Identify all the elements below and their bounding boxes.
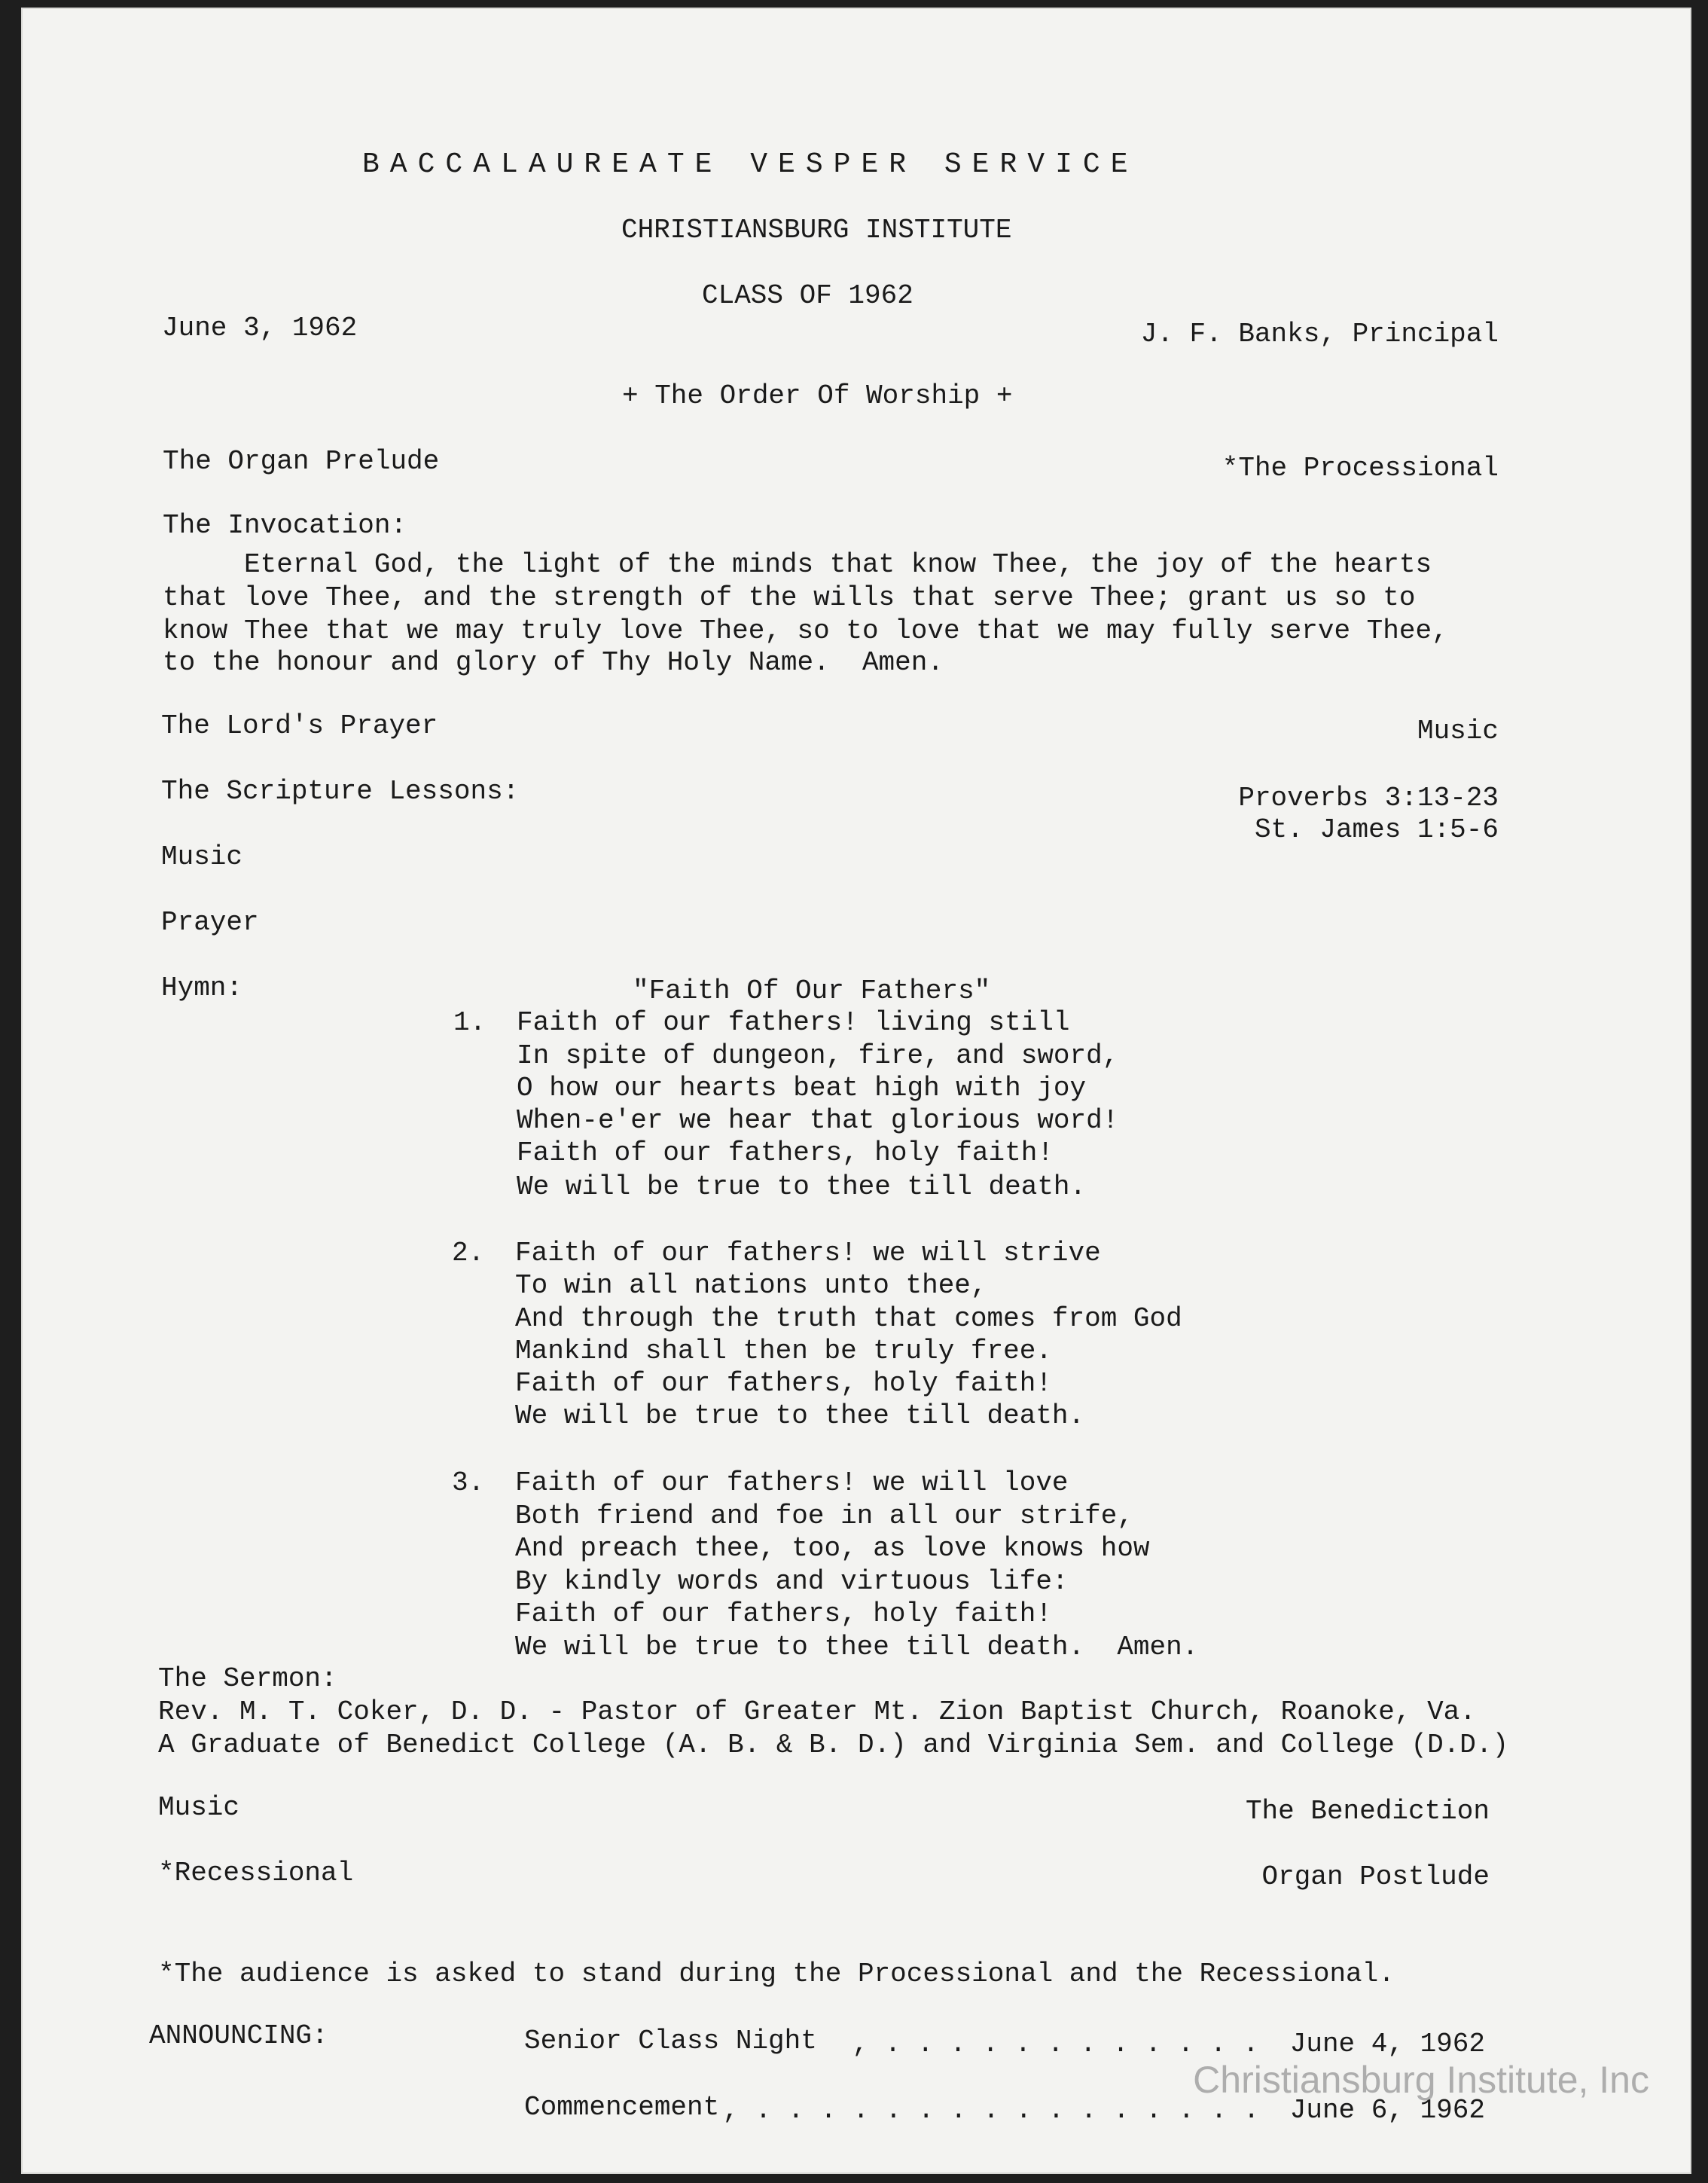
dot-leader: , . . . . . . . . . . . .	[836, 2029, 1259, 2059]
event-date: June 6, 1962	[1289, 2095, 1485, 2126]
service-date: June 3, 1962	[162, 313, 358, 343]
closing-music: Music	[158, 1792, 240, 1823]
scripture-reference: Proverbs 3:13-23	[1238, 783, 1499, 814]
event-date: June 4, 1962	[1289, 2029, 1485, 2059]
invocation-text-line: know Thee that we may truly love Thee, so to love that we may fully serve Thee,	[163, 615, 1448, 646]
verse-line: Both friend and foe in all our strife,	[515, 1501, 1133, 1531]
verse-number: 2.	[452, 1238, 485, 1269]
hymn-title: "Faith Of Our Fathers"	[633, 975, 991, 1006]
verse-line: To win all nations unto thee,	[515, 1270, 987, 1301]
dot-leader: , . . . . . . . . . . . . . . . .	[706, 2095, 1260, 2126]
institution-name: CHRISTIANSBURG INSTITUTE	[621, 215, 1012, 246]
sermon-label: The Sermon:	[158, 1663, 337, 1694]
invocation-text-line: to the honour and glory of Thy Holy Name. Amen.	[163, 647, 944, 678]
organ-postlude: Organ Postlude	[1261, 1861, 1490, 1892]
verse-number: 3.	[452, 1467, 485, 1498]
invocation-label: The Invocation:	[163, 510, 407, 541]
verse-line: Faith of our fathers! living still	[517, 1007, 1070, 1038]
scripture-label: The Scripture Lessons:	[161, 776, 520, 807]
verse-line: And through the truth that comes from God	[515, 1303, 1182, 1334]
verse-line: And preach thee, too, as love knows how	[515, 1533, 1150, 1564]
principal-name: J. F. Banks, Principal	[1140, 319, 1499, 350]
verse-line: Faith of our fathers! we will strive	[515, 1238, 1101, 1269]
invocation-text-line: that love Thee, and the strength of the wills that serve Thee; grant us so to	[163, 582, 1416, 613]
class-year: CLASS OF 1962	[702, 280, 913, 311]
scripture-reference: St. James 1:5-6	[1254, 814, 1499, 845]
order-of-worship-title: + The Order Of Worship +	[622, 380, 1013, 411]
verse-line: We will be true to thee till death.	[515, 1400, 1085, 1431]
verse-line: By kindly words and virtuous life:	[515, 1566, 1069, 1597]
verse-line: O how our hearts beat high with joy	[517, 1073, 1087, 1104]
prayer-item: Prayer	[161, 907, 259, 938]
hymn-label: Hymn:	[161, 972, 243, 1003]
sermon-preacher: Rev. M. T. Coker, D. D. - Pastor of Greater Mt. Zion Baptist Church, Roanoke, Va.	[158, 1696, 1476, 1727]
sermon-credentials: A Graduate of Benedict College (A. B. & B. D.) and Virginia Sem. and College (D.D.)	[158, 1730, 1509, 1760]
music-after-prayer: Music	[1417, 716, 1499, 746]
verse-line: We will be true to thee till death. Amen.	[515, 1632, 1199, 1662]
announcing-label: ANNOUNCING:	[149, 2020, 328, 2051]
event-name: Commencement	[524, 2092, 720, 2123]
verse-line: Faith of our fathers, holy faith!	[517, 1137, 1054, 1168]
verse-line: Faith of our fathers, holy faith!	[515, 1598, 1052, 1629]
verse-number: 1.	[453, 1007, 486, 1038]
verse-line: Faith of our fathers, holy faith!	[515, 1368, 1052, 1399]
audience-note: *The audience is asked to stand during the Processional and the Recessional.	[158, 1959, 1395, 1989]
verse-line: Mankind shall then be truly free.	[515, 1336, 1052, 1366]
service-title: BACCALAUREATE VESPER SERVICE	[362, 148, 1139, 181]
invocation-text-line: Eternal God, the light of the minds that know Thee, the joy of the hearts	[163, 549, 1432, 580]
watermark-text: Christiansburg Institute, Inc	[1193, 2059, 1649, 2101]
document-page	[21, 8, 1691, 2174]
organ-prelude: The Organ Prelude	[163, 446, 440, 477]
music-item: Music	[161, 841, 243, 872]
verse-line: When-e'er we hear that glorious word!	[517, 1105, 1119, 1136]
verse-line: We will be true to thee till death.	[517, 1171, 1087, 1202]
recessional: *Recessional	[158, 1858, 354, 1888]
processional: *The Processional	[1222, 453, 1499, 484]
benediction: The Benediction	[1245, 1796, 1490, 1827]
verse-line: In spite of dungeon, fire, and sword,	[517, 1040, 1119, 1071]
lords-prayer: The Lord's Prayer	[161, 710, 438, 741]
verse-line: Faith of our fathers! we will love	[515, 1467, 1069, 1498]
event-name: Senior Class Night	[524, 2026, 817, 2056]
